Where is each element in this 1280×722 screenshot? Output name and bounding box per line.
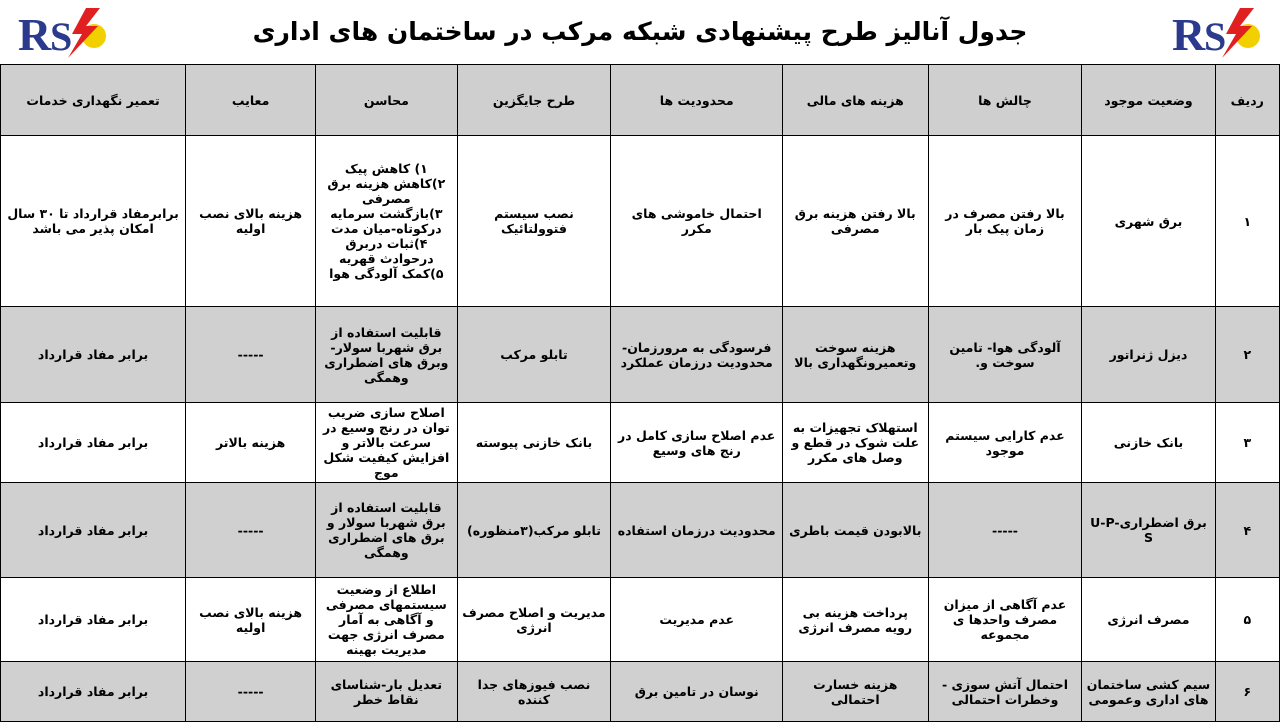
- row-number: ۴: [1215, 483, 1279, 578]
- cell-alternative: مدیریت و اصلاح مصرف انرژی: [457, 578, 611, 662]
- cell-maintenance: برابر مفاد قرارداد: [1, 403, 186, 483]
- company-logo-right: [1168, 6, 1268, 58]
- cell-maintenance: برابرمفاد قرارداد تا ۳۰ سال امکان پذیر می باشد: [1, 136, 186, 307]
- logo-letter-r: R: [18, 9, 52, 58]
- cell-maintenance: برابر مفاد قرارداد: [1, 662, 186, 722]
- row-number: ۱: [1215, 136, 1279, 307]
- cell-challenge: بالا رفتن مصرف در زمان پیک بار: [928, 136, 1082, 307]
- cell-status: دیزل ژنراتور: [1082, 307, 1215, 403]
- cell-pros: تعدیل بار-شناسای نقاط خطر: [316, 662, 457, 722]
- analysis-table: [0, 64, 1280, 722]
- cell-challenge: -----: [928, 483, 1082, 578]
- row-number: ۵: [1215, 578, 1279, 662]
- row-number: ۳: [1215, 403, 1279, 483]
- cell-limits: احتمال خاموشی های مکرر: [611, 136, 783, 307]
- table-header-row: [1, 65, 1280, 136]
- table-row: [1, 662, 1280, 722]
- table-row: [1, 578, 1280, 662]
- col-header-limits: محدودیت ها: [611, 65, 783, 136]
- col-header-challenges: چالش ها: [928, 65, 1082, 136]
- cell-status: بانک خازنی: [1082, 403, 1215, 483]
- cell-challenge: آلودگی هوا- تامین سوخت و.: [928, 307, 1082, 403]
- cell-pros: ۱) کاهش پیک ۲)کاهش هزینه برق مصرفی ۳)بازگشت سرمایه درکوتاه-میان مدت ۴)ثبات دربرق درحوادث قهریه ۵)کمک آلودگی هوا: [316, 136, 457, 307]
- table-row: [1, 483, 1280, 578]
- cell-status: برق اضطراریU-P-S: [1082, 483, 1215, 578]
- cell-cost: استهلاک تجهیزات به علت شوک در قطع و وصل های مکرر: [782, 403, 928, 483]
- company-logo-left: [14, 6, 114, 58]
- cell-maintenance: برابر مفاد قرارداد: [1, 483, 186, 578]
- cell-cons: هزینه بالای نصب اولیه: [186, 578, 316, 662]
- col-header-alternative: طرح جایگزین: [457, 65, 611, 136]
- cell-cost: پرداخت هزینه بی رویه مصرف انرژی: [782, 578, 928, 662]
- cell-maintenance: برابر مفاد قرارداد: [1, 578, 186, 662]
- cell-cons: -----: [186, 307, 316, 403]
- col-header-pros: محاسن: [316, 65, 457, 136]
- page-title: جدول آنالیز طرح پیشنهادی شبکه مرکب در ساختمان های اداری: [252, 17, 1028, 46]
- logo-letter-r: R: [1172, 9, 1206, 58]
- cell-cons: -----: [186, 662, 316, 722]
- logo-letter-s: S: [50, 14, 73, 58]
- cell-cons: هزینه بالای نصب اولیه: [186, 136, 316, 307]
- cell-alternative: نصب سیستم فتوولتائیک: [457, 136, 611, 307]
- cell-status: مصرف انرژی: [1082, 578, 1215, 662]
- col-header-row-number: ردیف: [1215, 65, 1279, 136]
- cell-cost: هزینه سوخت وتعمیرونگهداری بالا: [782, 307, 928, 403]
- table-row: [1, 307, 1280, 403]
- cell-status: سیم کشی ساختمان های اداری وعمومی: [1082, 662, 1215, 722]
- cell-challenge: احتمال آتش سوزی - وخطرات احتمالی: [928, 662, 1082, 722]
- logo-letter-s: S: [1204, 14, 1227, 58]
- col-header-cons: معایب: [186, 65, 316, 136]
- cell-status: برق شهری: [1082, 136, 1215, 307]
- slide-header: [0, 0, 1280, 62]
- row-number: ۲: [1215, 307, 1279, 403]
- cell-pros: قابلیت استفاده از برق شهربا سولار و برق های اضطراری وهمگی: [316, 483, 457, 578]
- cell-cons: هزینه بالاتر: [186, 403, 316, 483]
- table-row: [1, 403, 1280, 483]
- cell-challenge: عدم کارایی سیستم موجود: [928, 403, 1082, 483]
- table-row: [1, 136, 1280, 307]
- cell-limits: محدودیت درزمان استفاده: [611, 483, 783, 578]
- col-header-status: وضعیت موجود: [1082, 65, 1215, 136]
- cell-pros: قابلیت استفاده از برق شهربا سولار-وبرق های اضطراری وهمگی: [316, 307, 457, 403]
- col-header-maintenance: تعمیر نگهداری خدمات: [1, 65, 186, 136]
- cell-cost: هزینه خسارت احتمالی: [782, 662, 928, 722]
- cell-alternative: تابلو مرکب: [457, 307, 611, 403]
- cell-limits: عدم مدیریت: [611, 578, 783, 662]
- cell-alternative: نصب فیوزهای جدا کننده: [457, 662, 611, 722]
- cell-pros: اطلاع از وضعیت سیستمهای مصرفی و آگاهی به آمار مصرف انرژی جهت مدیریت بهینه: [316, 578, 457, 662]
- cell-limits: فرسودگی به مرورزمان-محدودیت درزمان عملکرد: [611, 307, 783, 403]
- cell-alternative: تابلو مرکب(۳منظوره): [457, 483, 611, 578]
- cell-pros: اصلاح سازی ضریب توان در رنج وسیع در سرعت بالاتر و افزایش کیفیت شکل موج: [316, 403, 457, 483]
- cell-alternative: بانک خازنی پیوسته: [457, 403, 611, 483]
- cell-cost: بالابودن قیمت باطری: [782, 483, 928, 578]
- cell-maintenance: برابر مفاد قرارداد: [1, 307, 186, 403]
- row-number: ۶: [1215, 662, 1279, 722]
- cell-limits: عدم اصلاح سازی کامل در رنج های وسیع: [611, 403, 783, 483]
- cell-cons: -----: [186, 483, 316, 578]
- col-header-costs: هزینه های مالی: [782, 65, 928, 136]
- cell-challenge: عدم آگاهی از میزان مصرف واحدها ی مجموعه: [928, 578, 1082, 662]
- cell-cost: بالا رفتن هزینه برق مصرفی: [782, 136, 928, 307]
- cell-limits: نوسان در تامین برق: [611, 662, 783, 722]
